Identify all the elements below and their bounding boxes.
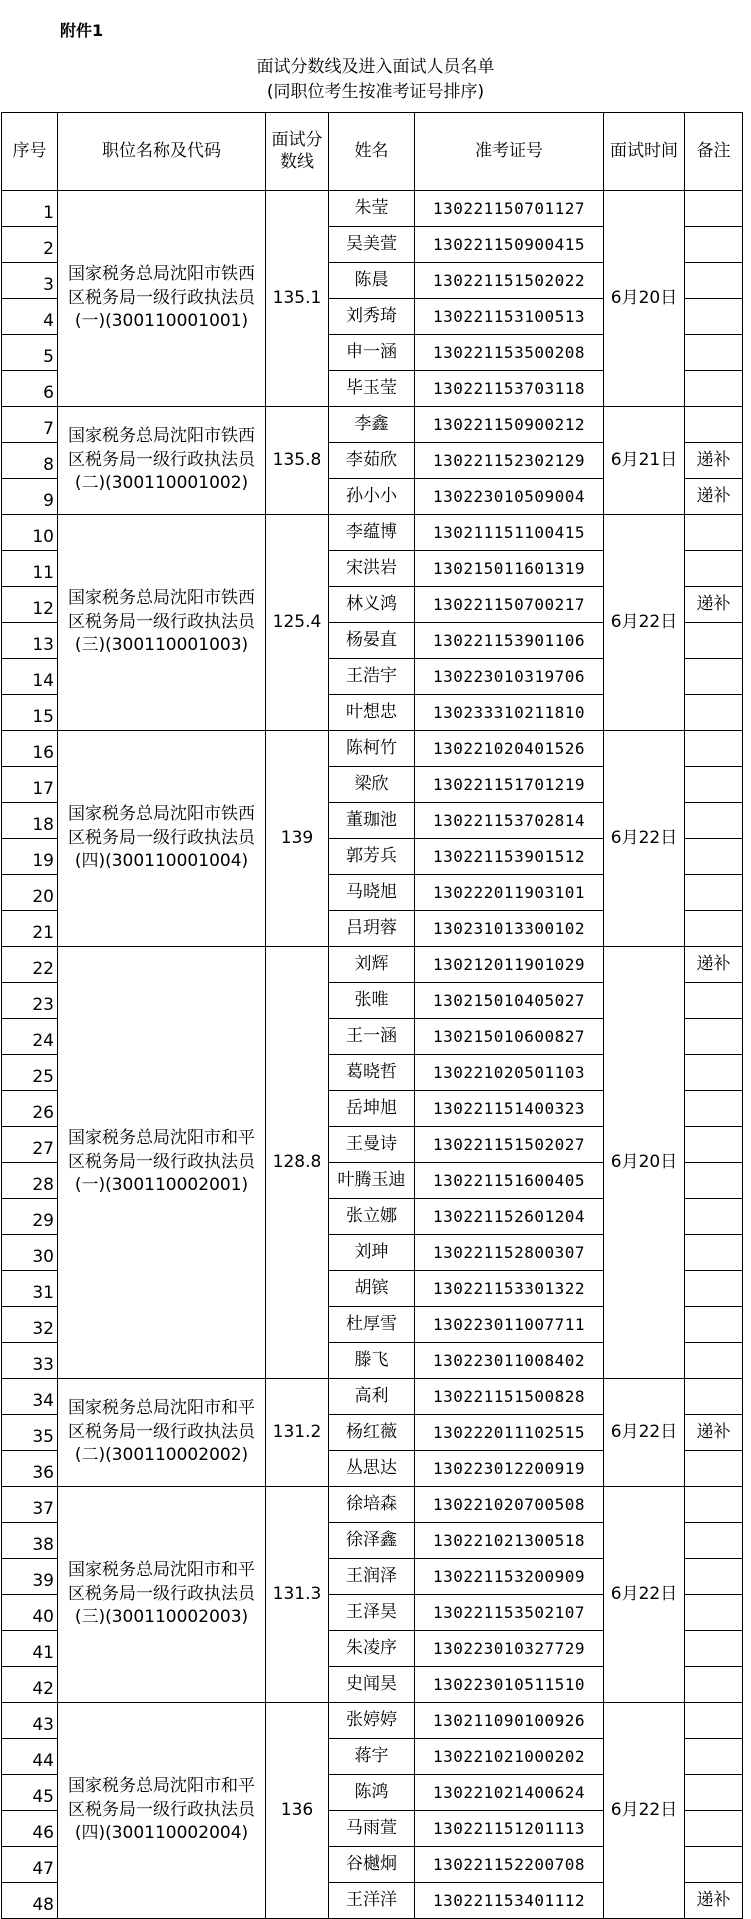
- note-cell: [685, 335, 743, 371]
- seq-cell: 26: [2, 1091, 58, 1127]
- seq-cell: 45: [2, 1775, 58, 1811]
- name-cell: 杨红薇: [329, 1415, 415, 1451]
- name-cell: 王曼诗: [329, 1127, 415, 1163]
- exam-no-cell: 130221151600405: [415, 1163, 604, 1199]
- seq-cell: 48: [2, 1883, 58, 1919]
- exam-no-cell: 130221151502022: [415, 263, 604, 299]
- exam-no-cell: 130231013300102: [415, 911, 604, 947]
- exam-no-cell: 130221152800307: [415, 1235, 604, 1271]
- header-note: 备注: [685, 113, 743, 191]
- exam-no-cell: 130221150700217: [415, 587, 604, 623]
- name-cell: 王泽昊: [329, 1595, 415, 1631]
- note-cell: [685, 1163, 743, 1199]
- note-cell: 递补: [685, 443, 743, 479]
- seq-cell: 47: [2, 1847, 58, 1883]
- name-cell: 董珈池: [329, 803, 415, 839]
- note-cell: [685, 551, 743, 587]
- seq-cell: 2: [2, 227, 58, 263]
- name-cell: 孙小小: [329, 479, 415, 515]
- name-cell: 申一涵: [329, 335, 415, 371]
- time-cell: 6月21日: [604, 407, 685, 515]
- note-cell: [685, 803, 743, 839]
- header-name: 姓名: [329, 113, 415, 191]
- seq-cell: 4: [2, 299, 58, 335]
- time-cell: 6月22日: [604, 731, 685, 947]
- seq-cell: 3: [2, 263, 58, 299]
- note-cell: 递补: [685, 479, 743, 515]
- note-cell: [685, 983, 743, 1019]
- name-cell: 宋洪岩: [329, 551, 415, 587]
- exam-no-cell: 130221020700508: [415, 1487, 604, 1523]
- seq-cell: 14: [2, 659, 58, 695]
- seq-cell: 15: [2, 695, 58, 731]
- note-cell: [685, 1667, 743, 1703]
- note-cell: [685, 371, 743, 407]
- exam-no-cell: 130223010511510: [415, 1667, 604, 1703]
- name-cell: 葛晓哲: [329, 1055, 415, 1091]
- header-time: 面试时间: [604, 113, 685, 191]
- score-cell: 131.3: [266, 1487, 329, 1703]
- seq-cell: 44: [2, 1739, 58, 1775]
- exam-no-cell: 130215010405027: [415, 983, 604, 1019]
- position-cell: 国家税务总局沈阳市和平区税务局一级行政执法员(二)(300110002002): [58, 1379, 266, 1487]
- seq-cell: 38: [2, 1523, 58, 1559]
- seq-cell: 17: [2, 767, 58, 803]
- exam-no-cell: 130221151500828: [415, 1379, 604, 1415]
- exam-no-cell: 130223011008402: [415, 1343, 604, 1379]
- note-cell: [685, 1091, 743, 1127]
- seq-cell: 23: [2, 983, 58, 1019]
- seq-cell: 20: [2, 875, 58, 911]
- name-cell: 岳坤旭: [329, 1091, 415, 1127]
- name-cell: 林义鸿: [329, 587, 415, 623]
- score-cell: 135.8: [266, 407, 329, 515]
- seq-cell: 5: [2, 335, 58, 371]
- header-row: [2, 113, 743, 191]
- table-row: [2, 1379, 743, 1415]
- time-cell: 6月22日: [604, 1703, 685, 1919]
- exam-no-cell: 130221021300518: [415, 1523, 604, 1559]
- name-cell: 陈柯竹: [329, 731, 415, 767]
- seq-cell: 35: [2, 1415, 58, 1451]
- exam-no-cell: 130221153100513: [415, 299, 604, 335]
- name-cell: 刘秀琦: [329, 299, 415, 335]
- exam-no-cell: 130221153500208: [415, 335, 604, 371]
- exam-no-cell: 130221153901512: [415, 839, 604, 875]
- exam-no-cell: 130215010600827: [415, 1019, 604, 1055]
- seq-cell: 11: [2, 551, 58, 587]
- exam-no-cell: 130221151701219: [415, 767, 604, 803]
- note-cell: [685, 1523, 743, 1559]
- position-cell: 国家税务总局沈阳市铁西区税务局一级行政执法员(二)(300110001002): [58, 407, 266, 515]
- exam-no-cell: 130221152200708: [415, 1847, 604, 1883]
- note-cell: [685, 191, 743, 227]
- position-cell: 国家税务总局沈阳市铁西区税务局一级行政执法员(三)(300110001003): [58, 515, 266, 731]
- seq-cell: 41: [2, 1631, 58, 1667]
- exam-no-cell: 130221150701127: [415, 191, 604, 227]
- exam-no-cell: 130221153703118: [415, 371, 604, 407]
- candidate-table: [1, 112, 743, 1919]
- note-cell: [685, 1775, 743, 1811]
- note-cell: [685, 407, 743, 443]
- note-cell: [685, 839, 743, 875]
- seq-cell: 40: [2, 1595, 58, 1631]
- seq-cell: 19: [2, 839, 58, 875]
- seq-cell: 12: [2, 587, 58, 623]
- seq-cell: 16: [2, 731, 58, 767]
- name-cell: 蒋宇: [329, 1739, 415, 1775]
- name-cell: 王润泽: [329, 1559, 415, 1595]
- header-seq: 序号: [2, 113, 58, 191]
- time-cell: 6月20日: [604, 191, 685, 407]
- note-cell: [685, 1019, 743, 1055]
- seq-cell: 30: [2, 1235, 58, 1271]
- note-cell: [685, 731, 743, 767]
- note-cell: 递补: [685, 947, 743, 983]
- note-cell: [685, 1811, 743, 1847]
- note-cell: [685, 695, 743, 731]
- note-cell: [685, 1595, 743, 1631]
- name-cell: 丛思达: [329, 1451, 415, 1487]
- seq-cell: 34: [2, 1379, 58, 1415]
- exam-no-cell: 130222011102515: [415, 1415, 604, 1451]
- position-cell: 国家税务总局沈阳市和平区税务局一级行政执法员(三)(300110002003): [58, 1487, 266, 1703]
- note-cell: [685, 1379, 743, 1415]
- exam-no-cell: 130222011903101: [415, 875, 604, 911]
- note-cell: [685, 1847, 743, 1883]
- note-cell: [685, 1199, 743, 1235]
- time-cell: 6月22日: [604, 1379, 685, 1487]
- exam-no-cell: 130221021000202: [415, 1739, 604, 1775]
- exam-no-cell: 130221152302129: [415, 443, 604, 479]
- table-row: [2, 1487, 743, 1523]
- name-cell: 陈鸿: [329, 1775, 415, 1811]
- note-cell: 递补: [685, 1415, 743, 1451]
- note-cell: [685, 623, 743, 659]
- exam-no-cell: 130223012200919: [415, 1451, 604, 1487]
- position-cell: 国家税务总局沈阳市铁西区税务局一级行政执法员(一)(300110001001): [58, 191, 266, 407]
- seq-cell: 10: [2, 515, 58, 551]
- seq-cell: 21: [2, 911, 58, 947]
- position-cell: 国家税务总局沈阳市和平区税务局一级行政执法员(一)(300110002001): [58, 947, 266, 1379]
- note-cell: [685, 227, 743, 263]
- exam-no-cell: 130221153702814: [415, 803, 604, 839]
- document-subtitle: (同职位考生按准考证号排序): [266, 82, 485, 102]
- score-cell: 135.1: [266, 191, 329, 407]
- exam-no-cell: 130221152601204: [415, 1199, 604, 1235]
- seq-cell: 22: [2, 947, 58, 983]
- score-cell: 131.2: [266, 1379, 329, 1487]
- seq-cell: 43: [2, 1703, 58, 1739]
- name-cell: 李鑫: [329, 407, 415, 443]
- exam-no-cell: 130221153200909: [415, 1559, 604, 1595]
- name-cell: 王浩宇: [329, 659, 415, 695]
- exam-no-cell: 130211090100926: [415, 1703, 604, 1739]
- exam-no-cell: 130211151100415: [415, 515, 604, 551]
- name-cell: 刘辉: [329, 947, 415, 983]
- name-cell: 高利: [329, 1379, 415, 1415]
- time-cell: 6月22日: [604, 1487, 685, 1703]
- header-position: 职位名称及代码: [58, 113, 266, 191]
- name-cell: 杨晏直: [329, 623, 415, 659]
- name-cell: 滕飞: [329, 1343, 415, 1379]
- note-cell: [685, 1703, 743, 1739]
- name-cell: 张立娜: [329, 1199, 415, 1235]
- position-cell: 国家税务总局沈阳市和平区税务局一级行政执法员(四)(300110002004): [58, 1703, 266, 1919]
- name-cell: 陈晨: [329, 263, 415, 299]
- seq-cell: 36: [2, 1451, 58, 1487]
- table-row: [2, 947, 743, 983]
- note-cell: [685, 1307, 743, 1343]
- name-cell: 刘珅: [329, 1235, 415, 1271]
- exam-no-cell: 130221153301322: [415, 1271, 604, 1307]
- note-cell: [685, 515, 743, 551]
- exam-no-cell: 130223010327729: [415, 1631, 604, 1667]
- time-cell: 6月20日: [604, 947, 685, 1379]
- name-cell: 梁欣: [329, 767, 415, 803]
- name-cell: 胡镔: [329, 1271, 415, 1307]
- seq-cell: 31: [2, 1271, 58, 1307]
- table-row: [2, 515, 743, 551]
- score-cell: 136: [266, 1703, 329, 1919]
- note-cell: [685, 875, 743, 911]
- note-cell: [685, 767, 743, 803]
- score-cell: 125.4: [266, 515, 329, 731]
- seq-cell: 9: [2, 479, 58, 515]
- seq-cell: 6: [2, 371, 58, 407]
- exam-no-cell: 130221020401526: [415, 731, 604, 767]
- exam-no-cell: 130223011007711: [415, 1307, 604, 1343]
- name-cell: 马雨萱: [329, 1811, 415, 1847]
- note-cell: [685, 263, 743, 299]
- exam-no-cell: 130221151502027: [415, 1127, 604, 1163]
- seq-cell: 25: [2, 1055, 58, 1091]
- seq-cell: 1: [2, 191, 58, 227]
- note-cell: [685, 1487, 743, 1523]
- name-cell: 张唯: [329, 983, 415, 1019]
- seq-cell: 46: [2, 1811, 58, 1847]
- seq-cell: 18: [2, 803, 58, 839]
- seq-cell: 28: [2, 1163, 58, 1199]
- name-cell: 张婷婷: [329, 1703, 415, 1739]
- exam-no-cell: 130223010509004: [415, 479, 604, 515]
- attachment-label: 附件1: [60, 21, 104, 40]
- note-cell: 递补: [685, 587, 743, 623]
- seq-cell: 29: [2, 1199, 58, 1235]
- seq-cell: 7: [2, 407, 58, 443]
- exam-no-cell: 130221150900415: [415, 227, 604, 263]
- note-cell: [685, 911, 743, 947]
- seq-cell: 39: [2, 1559, 58, 1595]
- name-cell: 李茹欣: [329, 443, 415, 479]
- exam-no-cell: 130221153901106: [415, 623, 604, 659]
- name-cell: 吕玥蓉: [329, 911, 415, 947]
- name-cell: 杜厚雪: [329, 1307, 415, 1343]
- note-cell: [685, 659, 743, 695]
- seq-cell: 33: [2, 1343, 58, 1379]
- document-title: 面试分数线及进入面试人员名单: [256, 57, 495, 77]
- score-cell: 139: [266, 731, 329, 947]
- exam-no-cell: 130221151400323: [415, 1091, 604, 1127]
- note-cell: [685, 299, 743, 335]
- name-cell: 李蕴博: [329, 515, 415, 551]
- seq-cell: 42: [2, 1667, 58, 1703]
- seq-cell: 24: [2, 1019, 58, 1055]
- name-cell: 谷樾炯: [329, 1847, 415, 1883]
- name-cell: 王一涵: [329, 1019, 415, 1055]
- name-cell: 朱莹: [329, 191, 415, 227]
- note-cell: [685, 1739, 743, 1775]
- name-cell: 朱凌序: [329, 1631, 415, 1667]
- name-cell: 叶腾玉迪: [329, 1163, 415, 1199]
- name-cell: 徐泽鑫: [329, 1523, 415, 1559]
- header-score: 面试分数线: [266, 113, 329, 191]
- exam-no-cell: 130223010319706: [415, 659, 604, 695]
- note-cell: 递补: [685, 1883, 743, 1919]
- note-cell: [685, 1055, 743, 1091]
- name-cell: 叶想忠: [329, 695, 415, 731]
- note-cell: [685, 1127, 743, 1163]
- name-cell: 郭芳兵: [329, 839, 415, 875]
- seq-cell: 32: [2, 1307, 58, 1343]
- note-cell: [685, 1235, 743, 1271]
- table-row: [2, 731, 743, 767]
- header-exam-no: 准考证号: [415, 113, 604, 191]
- seq-cell: 13: [2, 623, 58, 659]
- exam-no-cell: 130221151201113: [415, 1811, 604, 1847]
- table-row: [2, 191, 743, 227]
- table-row: [2, 1703, 743, 1739]
- note-cell: [685, 1271, 743, 1307]
- note-cell: [685, 1631, 743, 1667]
- note-cell: [685, 1559, 743, 1595]
- name-cell: 王洋洋: [329, 1883, 415, 1919]
- exam-no-cell: 130233310211810: [415, 695, 604, 731]
- table-body: [2, 191, 743, 1919]
- time-cell: 6月22日: [604, 515, 685, 731]
- name-cell: 史闻昊: [329, 1667, 415, 1703]
- name-cell: 吴美萱: [329, 227, 415, 263]
- note-cell: [685, 1343, 743, 1379]
- exam-no-cell: 130221021400624: [415, 1775, 604, 1811]
- score-cell: 128.8: [266, 947, 329, 1379]
- note-cell: [685, 1451, 743, 1487]
- exam-no-cell: 130215011601319: [415, 551, 604, 587]
- seq-cell: 37: [2, 1487, 58, 1523]
- seq-cell: 8: [2, 443, 58, 479]
- table-row: [2, 407, 743, 443]
- exam-no-cell: 130221020501103: [415, 1055, 604, 1091]
- name-cell: 毕玉莹: [329, 371, 415, 407]
- exam-no-cell: 130221153401112: [415, 1883, 604, 1919]
- seq-cell: 27: [2, 1127, 58, 1163]
- position-cell: 国家税务总局沈阳市铁西区税务局一级行政执法员(四)(300110001004): [58, 731, 266, 947]
- exam-no-cell: 130212011901029: [415, 947, 604, 983]
- name-cell: 徐培森: [329, 1487, 415, 1523]
- exam-no-cell: 130221150900212: [415, 407, 604, 443]
- exam-no-cell: 130221153502107: [415, 1595, 604, 1631]
- name-cell: 马晓旭: [329, 875, 415, 911]
